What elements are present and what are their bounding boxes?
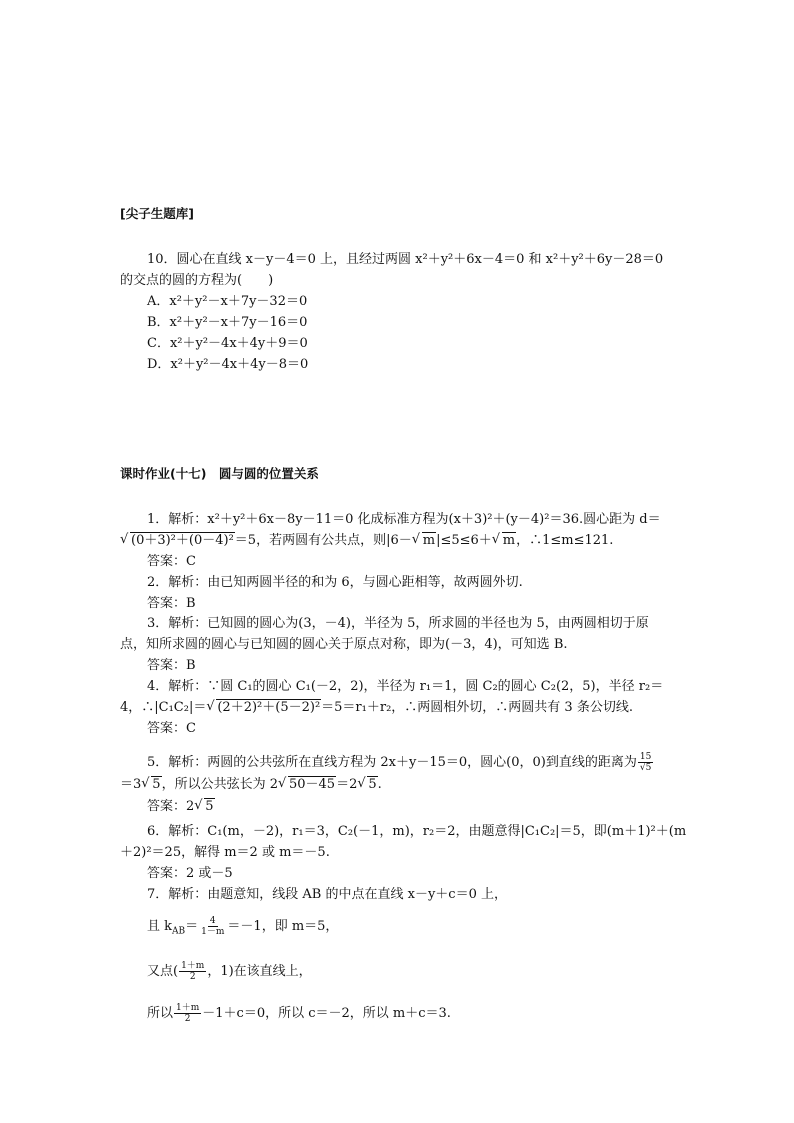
answer-3-line-1: 3．解析：已知圆的圆心为(3，－4)，半径为 5，所求圆的半径也为 5，由两圆相切于原 <box>147 616 649 631</box>
fraction: $\frac{4}{1-m}$ <box>201 916 225 937</box>
sqrt-five: √ 5 <box>141 776 161 794</box>
sqrt-m: √ m <box>412 532 436 550</box>
answer-2-result: 答案：B <box>147 596 196 611</box>
question-stem-line-1: 10．圆心在直线 x－y－4＝0 上，且经过两圆 x²＋y²＋6x－4＝0 和 x²＋y²＋6y－28＝0 <box>147 252 664 267</box>
answer-3-line-2: 点，知所求圆的圆心与已知圆的圆心关于原点对称，即为(－3，4)，可知选 B. <box>120 637 568 652</box>
option-a: A．x²＋y²－x＋7y－32＝0 <box>147 294 308 309</box>
question-stem-line-2: 的交点的圆的方程为( ) <box>120 273 274 288</box>
answer-7-line-4: 所以 $\frac{1+m}{2}$ －1＋c＝0，所以 c＝－2，所以 m＋c＝3. <box>147 1003 451 1024</box>
sqrt-expression: √ 50－45 <box>278 776 336 794</box>
sqrt-five: √ 5 <box>357 776 377 794</box>
answer-7-line-1: 7．解析：由题意知，线段 AB 的中点在直线 x－y＋c＝0 上， <box>147 887 507 902</box>
option-c: C．x²＋y²－4x＋4y＋9＝0 <box>147 336 308 351</box>
answer-3-result: 答案：B <box>147 658 196 673</box>
sqrt-m: √ m <box>492 532 516 550</box>
answer-5-line-1: 5．解析：两圆的公共弦所在直线方程为 2x＋y－15＝0，圆心(0，0)到直线的距离为 $\frac{15}{√5}$ <box>147 752 652 773</box>
sqrt-expression: √ (2＋2)²＋(5－2)² <box>206 699 321 717</box>
answer-4-line-2: 4，∴|C₁C₂|＝√ (2＋2)²＋(5－2)²＝5＝r₁＋r₂，∴两圆相外切，∴两圆共有 3 条公切线. <box>120 699 633 717</box>
section-heading-answers: 课时作业(十七) 圆与圆的位置关系 <box>120 466 319 481</box>
answer-1-result: 答案：C <box>147 554 196 569</box>
sqrt-five: √ 5 <box>194 798 214 816</box>
answer-4-result: 答案：C <box>147 721 196 736</box>
answer-4-line-1: 4．解析：∵圆 C₁的圆心 C₁(－2，2)，半径为 r₁＝1，圆 C₂的圆心 C₂(2，5)，半径 r₂＝ <box>147 679 664 694</box>
option-d: D．x²＋y²－4x＋4y－8＝0 <box>147 357 309 372</box>
answer-7-line-3: 又点( $\frac{1+m}{2}$ ，1)在该直线上， <box>147 961 312 982</box>
sqrt-expression: √ (0＋3)²＋(0－4)² <box>120 532 235 550</box>
answer-2-line-1: 2．解析：由已知两圆半径的和为 6，与圆心距相等，故两圆外切. <box>147 575 523 590</box>
answer-6-line-2: ＋2)²＝25，解得 m＝2 或 m＝－5. <box>120 845 330 860</box>
answer-7-line-2: 且 $k_{AB}=$ $\frac{4}{1-m}$ ＝－1，即 m＝5， <box>147 916 339 937</box>
answer-1-line-2: √ (0＋3)²＋(0－4)²＝5，若两圆有公共点，则|6－√ m|≤5≤6＋√ m，∴1≤m≤121. <box>120 532 613 550</box>
answer-5-line-2: ＝3√ 5，所以公共弦长为 2√ 50－45＝2√ 5. <box>120 776 382 794</box>
fraction: $\frac{1+m}{2}$ <box>176 1003 200 1024</box>
answer-5-result: 答案：2√ 5 <box>147 798 215 816</box>
answer-1-line-1: 1．解析：x²＋y²＋6x－8y－11＝0 化成标准方程为(x＋3)²＋(y－4)²＝36.圆心距为 d＝ <box>147 512 661 527</box>
answer-6-result: 答案：2 或－5 <box>147 866 233 881</box>
section-heading-top: [尖子生题库] <box>120 206 194 221</box>
fraction: $\frac{15}{√5}$ <box>639 752 652 773</box>
fraction: $\frac{1+m}{2}$ <box>181 961 205 982</box>
answer-6-line-1: 6．解析：C₁(m，－2)，r₁＝3，C₂(－1，m)，r₂＝2，由题意得|C₁C₂|＝5，即(m＋1)²＋(m <box>147 824 687 839</box>
option-b: B．x²＋y²－x＋7y－16＝0 <box>147 315 308 330</box>
